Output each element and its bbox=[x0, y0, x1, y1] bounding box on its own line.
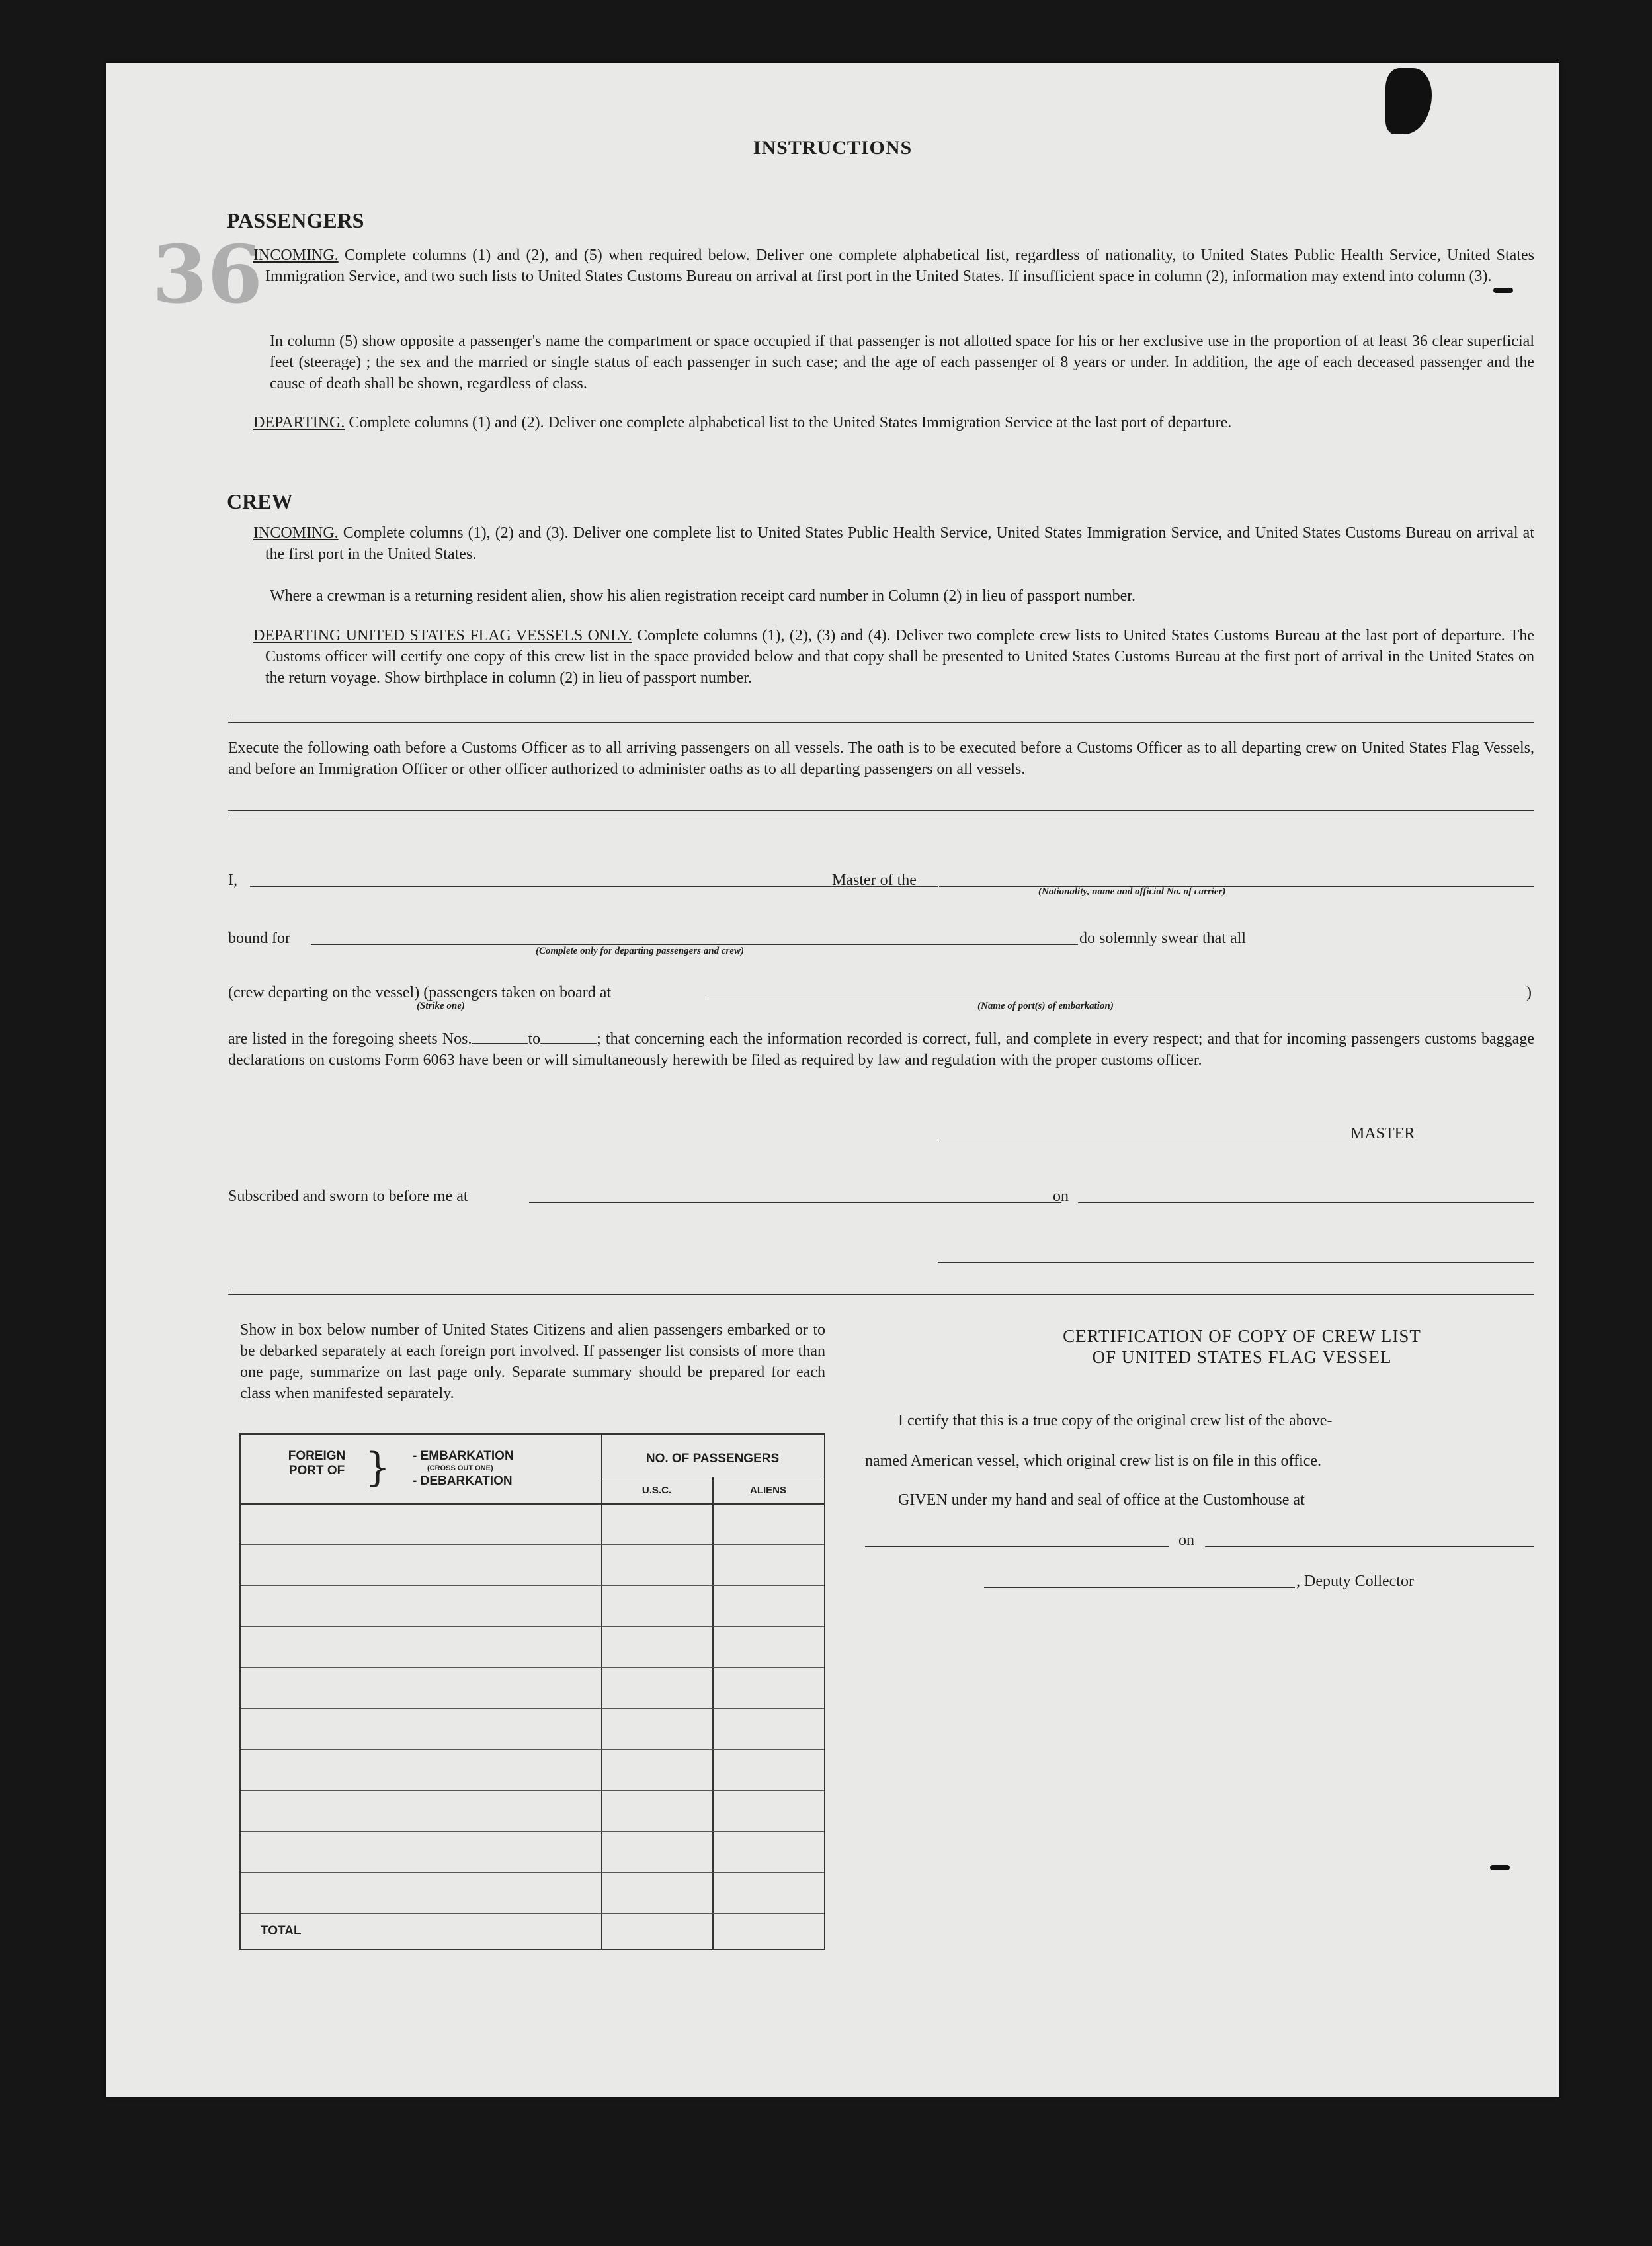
deputy-signature-field[interactable] bbox=[984, 1587, 1295, 1588]
officer-signature-field[interactable] bbox=[938, 1262, 1534, 1263]
table-row bbox=[241, 1626, 824, 1627]
passengers-incoming: INCOMING. Complete columns (1) and (2), and (5) when required below. Deliver one complete alphabetical list, regardless of nationality, to United States Public Health Service, United States Immigration Service, and two such lists to United States Customs Bureau on arrival at first port in the United States. If insufficient space in column (2), information may extend into column (3). bbox=[253, 247, 1534, 285]
crew-departing: DEPARTING UNITED STATES FLAG VESSELS ONLY. Complete columns (1), (2), (3) and (4). Deliver two complete crew lists to United States Customs Bureau at the last port of departure. The Customs officer will certify one copy of this crew list in the space provided below and that copy shall be presented to United States Customs Bureau at the first port of arrival in the United States on the return voyage. Show birthplace in column (2) in lieu of passport number. bbox=[253, 627, 1534, 686]
bound-for-field[interactable] bbox=[311, 944, 1078, 945]
certification-line-1: I certify that this is a true copy of the original crew list of the above- bbox=[898, 1412, 1333, 1429]
col-divider bbox=[712, 1477, 714, 1949]
oath-instructions: Execute the following oath before a Customs Officer as to all arriving passengers on all vessels. The oath is to be executed before a Customs Officer as to all departing crew on United States Flag Vessels, and before an Immigration Officer or other officer authorized to administer oaths as to all departing passengers on all vessels. bbox=[228, 739, 1534, 778]
certification-heading-2: OF UNITED STATES FLAG VESSEL bbox=[1092, 1347, 1392, 1367]
table-row bbox=[241, 1544, 824, 1545]
divider bbox=[228, 1290, 1534, 1295]
do-swear: do solemnly swear that all bbox=[1079, 930, 1246, 947]
summary-instructions: Show in box below number of United States Citizens and alien passengers embarked or to be debarked separately at each foreign port involved. If passenger list consists of more than one page, summarize on last page only. Separate summary should be prepared for each class when manifested separately. bbox=[240, 1321, 825, 1402]
bound-for: bound for bbox=[228, 930, 290, 947]
certification-line-3: GIVEN under my hand and seal of office at the Customhouse at bbox=[898, 1491, 1305, 1509]
crew-heading: CREW bbox=[227, 489, 293, 513]
usc-label: U.S.C. bbox=[641, 1485, 672, 1496]
edge-mark bbox=[1493, 288, 1513, 293]
sworn-on-label: on bbox=[1053, 1188, 1069, 1205]
sworn-at-field[interactable] bbox=[529, 1202, 1061, 1203]
customhouse-field[interactable] bbox=[865, 1546, 1169, 1547]
table-row bbox=[241, 1913, 824, 1914]
table-row bbox=[241, 1667, 824, 1668]
passengers-heading: PASSENGERS bbox=[227, 208, 364, 232]
debarkation-label: - DEBARKATION bbox=[413, 1474, 513, 1488]
form-page bbox=[106, 63, 1559, 2097]
sheet-to-field[interactable] bbox=[540, 1043, 597, 1044]
master-label: MASTER bbox=[1350, 1125, 1415, 1142]
cross-out-label: (CROSS OUT ONE) bbox=[427, 1464, 493, 1472]
caption-strike: (Strike one) bbox=[417, 1001, 465, 1011]
close-paren: ) bbox=[1526, 984, 1532, 1001]
divider bbox=[228, 718, 1534, 723]
master-of-the: Master of the bbox=[832, 872, 917, 889]
divider bbox=[228, 810, 1534, 815]
table-row bbox=[241, 1872, 824, 1873]
oath-i: I, bbox=[228, 872, 237, 889]
caption-complete: (Complete only for departing passengers and crew) bbox=[536, 946, 744, 956]
listed-paragraph: are listed in the foregoing sheets Nos. to ; that concerning each the information recorded is correct, full, and complete in every respect; and that for incoming passengers customs baggage declarations on customs Form 6063 have been or will simultaneously herewith be filed as required by law and regulation with the proper customs officer. bbox=[228, 1030, 1534, 1069]
table-row bbox=[241, 1831, 824, 1832]
total-label: TOTAL bbox=[261, 1924, 302, 1938]
passenger-summary-table bbox=[239, 1433, 825, 1950]
certification-date-field[interactable] bbox=[1205, 1546, 1534, 1547]
crew-incoming: INCOMING. Complete columns (1), (2) and (3). Deliver one complete list to United States Public Health Service, United States Immigration Service, and United States Customs Bureau on arrival at the first port in the United States. bbox=[253, 524, 1534, 563]
caption-nationality: (Nationality, name and official No. of carrier) bbox=[1038, 886, 1226, 897]
passengers-column5: In column (5) show opposite a passenger's name the compartment or space occupied if that passenger is not allotted space for his or her exclusive use in the proportion of at least 36 clear superficial feet (steerage) ; the sex and the married or single status of each passenger in such case; and the age of each passenger of 8 years or under. In addition, the age of each deceased passenger and the cause of death shall be shown, regardless of class. bbox=[270, 333, 1534, 392]
embarkation-label: - EMBARKATION bbox=[413, 1449, 514, 1463]
foreign-port-of: FOREIGN PORT OF bbox=[288, 1449, 346, 1477]
crew-departing-line: (crew departing on the vessel) (passengers taken on board at bbox=[228, 984, 612, 1001]
header-divider bbox=[241, 1503, 824, 1505]
edge-mark-2 bbox=[1490, 1865, 1510, 1870]
certification-line-2: named American vessel, which original crew list is on file in this office. bbox=[865, 1452, 1322, 1470]
passengers-departing: DEPARTING. Complete columns (1) and (2). Deliver one complete alphabetical list to the United States Immigration Service at the last port of departure. bbox=[253, 414, 1232, 431]
sheet-from-field[interactable] bbox=[472, 1043, 528, 1044]
stamp-number: 36 bbox=[152, 228, 263, 321]
table-row bbox=[241, 1790, 824, 1791]
sworn-date-field[interactable] bbox=[1078, 1202, 1534, 1203]
certification-heading-1: CERTIFICATION OF COPY OF CREW LIST bbox=[1063, 1326, 1421, 1346]
table-row bbox=[241, 1585, 824, 1586]
table-row bbox=[241, 1749, 824, 1750]
corner-tear bbox=[1385, 68, 1432, 134]
caption-port: (Name of port(s) of embarkation) bbox=[977, 1001, 1114, 1011]
crew-resident: Where a crewman is a returning resident alien, show his alien registration receipt card number in Column (2) in lieu of passport number. bbox=[270, 587, 1136, 604]
deputy-collector-label: , Deputy Collector bbox=[1296, 1573, 1414, 1590]
vessel-field[interactable] bbox=[939, 886, 1534, 887]
table-row bbox=[241, 1708, 824, 1709]
no-of-passengers-label: NO. OF PASSENGERS bbox=[645, 1452, 780, 1466]
brace-icon: } bbox=[365, 1444, 391, 1491]
page-title: INSTRUCTIONS bbox=[753, 137, 913, 159]
aliens-label: ALIENS bbox=[749, 1485, 786, 1496]
certification-on-label: on bbox=[1178, 1532, 1194, 1549]
subscribed: Subscribed and sworn to before me at bbox=[228, 1188, 468, 1205]
